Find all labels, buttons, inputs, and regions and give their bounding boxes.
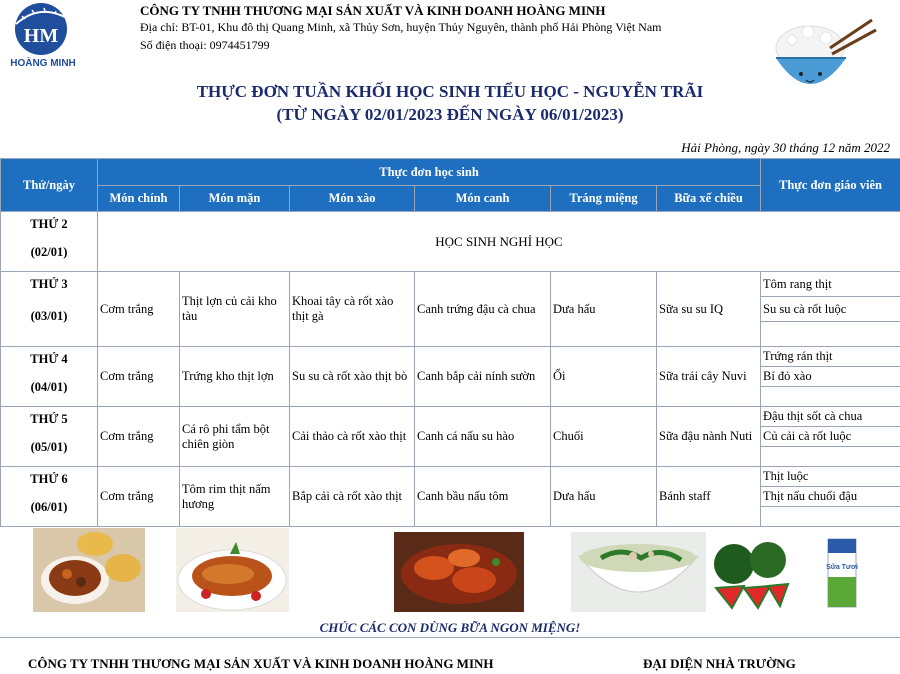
savory-dish: Thịt lợn củ cải kho tàu (180, 272, 290, 347)
day-date: (04/01) (30, 380, 68, 394)
header-main-dish: Món chính (98, 186, 180, 212)
milk-label: Sữa Tươi (826, 564, 858, 571)
header-teacher-menu: Thực đơn giáo viên (761, 159, 900, 212)
teacher-dish: Đậu thịt sốt cà chua (761, 407, 900, 427)
company-phone: Số điện thoại: 0974451799 (140, 38, 270, 52)
header-afternoon-snack: Bữa xế chiều (657, 186, 761, 212)
teacher-dish: Thịt luộc (761, 467, 900, 487)
teacher-dish (761, 507, 900, 526)
teacher-dish: Thịt nấu chuối đậu (761, 487, 900, 507)
header-soup: Món canh (415, 186, 551, 212)
day-cell (1, 272, 98, 347)
day-name: THỨ 6 (30, 472, 68, 486)
header-day: Thứ/ngày (1, 159, 98, 212)
teacher-menu (761, 467, 900, 527)
menu-date-range: (TỪ NGÀY 02/01/2023 ĐẾN NGÀY 06/01/2023) (276, 105, 624, 124)
dateline: Hải Phòng, ngày 30 tháng 12 năm 2022 (681, 140, 890, 155)
company-logo (8, 2, 78, 70)
teacher-menu (761, 407, 900, 467)
food-photo-soup (571, 532, 706, 612)
logo-mark: HM (23, 25, 59, 47)
header-savory-dish: Món mặn (180, 186, 290, 212)
table-row (1, 212, 900, 272)
soup-dish: Canh bầu nấu tôm (415, 467, 551, 527)
teacher-menu (761, 347, 900, 407)
header-stir-fry: Món xào (290, 186, 415, 212)
signature-company: CÔNG TY TNHH THƯƠNG MẠI SẢN XUẤT VÀ KINH DOANH HOÀNG MINH (28, 656, 494, 671)
teacher-dish (761, 387, 900, 406)
stir-fry-dish: Su su cà rốt xào thịt bò (290, 347, 415, 407)
stir-fry-dish: Cải thảo cà rốt xào thịt (290, 407, 415, 467)
teacher-dish (761, 447, 900, 466)
day-cell (1, 212, 98, 272)
day-name: THỨ 4 (30, 352, 68, 366)
main-dish: Cơm trắng (98, 347, 180, 407)
dessert: Ổi (551, 347, 657, 407)
logo-text: HOÀNG MINH (10, 58, 76, 69)
table-row (1, 407, 900, 467)
company-name: CÔNG TY TNHH THƯƠNG MẠI SẢN XUẤT VÀ KINH DOANH HOÀNG MINH (140, 3, 606, 18)
day-name: THỨ 5 (30, 412, 68, 426)
day-date: (06/01) (30, 500, 68, 514)
main-dish: Cơm trắng (98, 272, 180, 347)
teacher-dish: Trứng rán thịt (761, 347, 900, 367)
food-photo-fried-fish (176, 528, 289, 612)
afternoon-snack: Bánh staff (657, 467, 761, 527)
soup-dish: Canh bắp cải nính sườn (415, 347, 551, 407)
teacher-dish (761, 322, 900, 346)
afternoon-snack: Sữa su su IQ (657, 272, 761, 347)
savory-dish: Tôm rim thịt nấm hương (180, 467, 290, 527)
day-date: (02/01) (30, 245, 68, 259)
teacher-dish: Bí đỏ xào (761, 367, 900, 387)
food-photo-braised-shrimp (394, 532, 524, 612)
day-cell (1, 347, 98, 407)
table-row (1, 467, 900, 527)
divider (0, 637, 900, 638)
menu-title: THỰC ĐƠN TUẦN KHỐI HỌC SINH TIỂU HỌC - NGUYỄN TRÃI (196, 82, 704, 101)
dessert: Dưa hấu (551, 272, 657, 347)
table-row (1, 347, 900, 407)
teacher-menu (761, 272, 900, 347)
afternoon-snack: Sữa trái cây Nuvi (657, 347, 761, 407)
table-row (1, 272, 900, 347)
day-date: (03/01) (30, 309, 68, 323)
food-photo-watermelon (710, 536, 790, 610)
dessert: Chuối (551, 407, 657, 467)
header-student-menu: Thực đơn học sinh (98, 159, 761, 186)
main-dish: Cơm trắng (98, 407, 180, 467)
teacher-dish: Củ cải cà rốt luộc (761, 427, 900, 447)
stir-fry-dish: Khoai tây cà rốt xào thịt gà (290, 272, 415, 347)
meal-wish: CHÚC CÁC CON DÙNG BỮA NGON MIỆNG! (319, 620, 581, 635)
main-dish: Cơm trắng (98, 467, 180, 527)
day-name: THỨ 2 (30, 217, 68, 231)
signature-school: ĐẠI DIỆN NHÀ TRƯỜNG (643, 656, 796, 671)
company-address: Địa chỉ: BT-01, Khu đô thị Quang Minh, xã Thủy Sơn, huyện Thủy Nguyên, thành phố Hải Phòng Việt Nam (140, 20, 662, 34)
day-name: THỨ 3 (30, 277, 68, 291)
afternoon-snack: Sữa đậu nành Nuti (657, 407, 761, 467)
teacher-dish: Su su cà rốt luộc (761, 297, 900, 322)
soup-dish: Canh trứng đậu cà chua (415, 272, 551, 347)
header-dessert: Tráng miệng (551, 186, 657, 212)
no-school-notice: HỌC SINH NGHỈ HỌC (98, 212, 900, 272)
teacher-dish: Tôm rang thịt (761, 272, 900, 297)
milk-carton-icon (820, 533, 864, 611)
stir-fry-dish: Bắp cải cà rốt xào thịt (290, 467, 415, 527)
soup-dish: Canh cá nấu su hào (415, 407, 551, 467)
day-cell (1, 467, 98, 527)
savory-dish: Trứng kho thịt lợn (180, 347, 290, 407)
dessert: Dưa hấu (551, 467, 657, 527)
weekly-menu-table (0, 158, 900, 527)
day-date: (05/01) (30, 440, 68, 454)
day-cell (1, 407, 98, 467)
savory-dish: Cá rô phi tẩm bột chiên giòn (180, 407, 290, 467)
food-photo-stew (33, 528, 145, 612)
